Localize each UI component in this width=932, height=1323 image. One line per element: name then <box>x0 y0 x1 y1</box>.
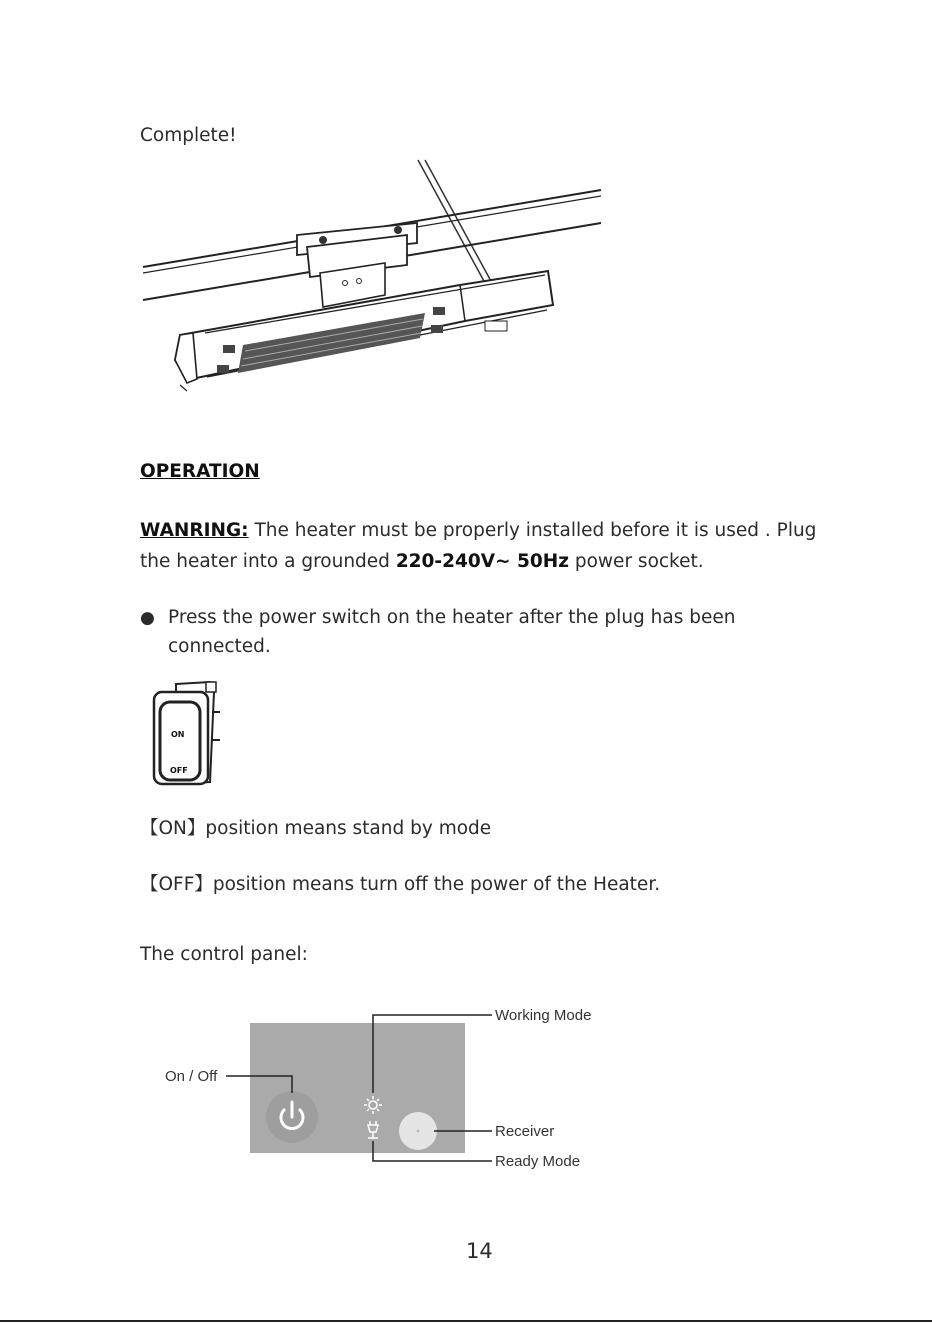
section-title: OPERATION <box>140 461 260 482</box>
position-off: 【OFF】position means turn off the power of the Heater. <box>140 874 661 895</box>
control-panel-diagram <box>160 995 610 1180</box>
switch-on-text: ON <box>171 730 185 739</box>
ready-mode-label: Ready Mode <box>495 1153 581 1170</box>
bullet-line-2: connected. <box>168 636 271 657</box>
page-number: 14 <box>466 1239 493 1263</box>
receiver-label: Receiver <box>495 1123 555 1140</box>
bullet-symbol: ● <box>140 608 155 628</box>
position-on: 【ON】position means stand by mode <box>140 818 492 839</box>
switch-off-text: OFF <box>170 766 188 775</box>
working-mode-label: Working Mode <box>495 1007 592 1024</box>
on-off-label: On / Off <box>165 1068 218 1085</box>
warning-text-2b: power socket. <box>568 551 704 572</box>
bullet-line-1: Press the power switch on the heater after the plug has been <box>168 607 736 628</box>
warning-text-1: The heater must be properly installed before it is used . Plug <box>248 520 817 541</box>
control-panel-title: The control panel: <box>140 944 308 965</box>
warning-text-2a: the heater into a grounded <box>140 551 396 572</box>
complete-label: Complete! <box>140 125 237 146</box>
warning-label: WANRING: <box>140 520 249 541</box>
page-bottom-rule <box>0 1320 932 1322</box>
rocker-switch-illustration <box>148 678 228 790</box>
warning-line-1 <box>140 516 816 546</box>
heater-installed-illustration <box>135 155 615 400</box>
warning-line-2 <box>140 547 704 577</box>
voltage-spec: 220-240V~ 50Hz <box>395 551 569 572</box>
